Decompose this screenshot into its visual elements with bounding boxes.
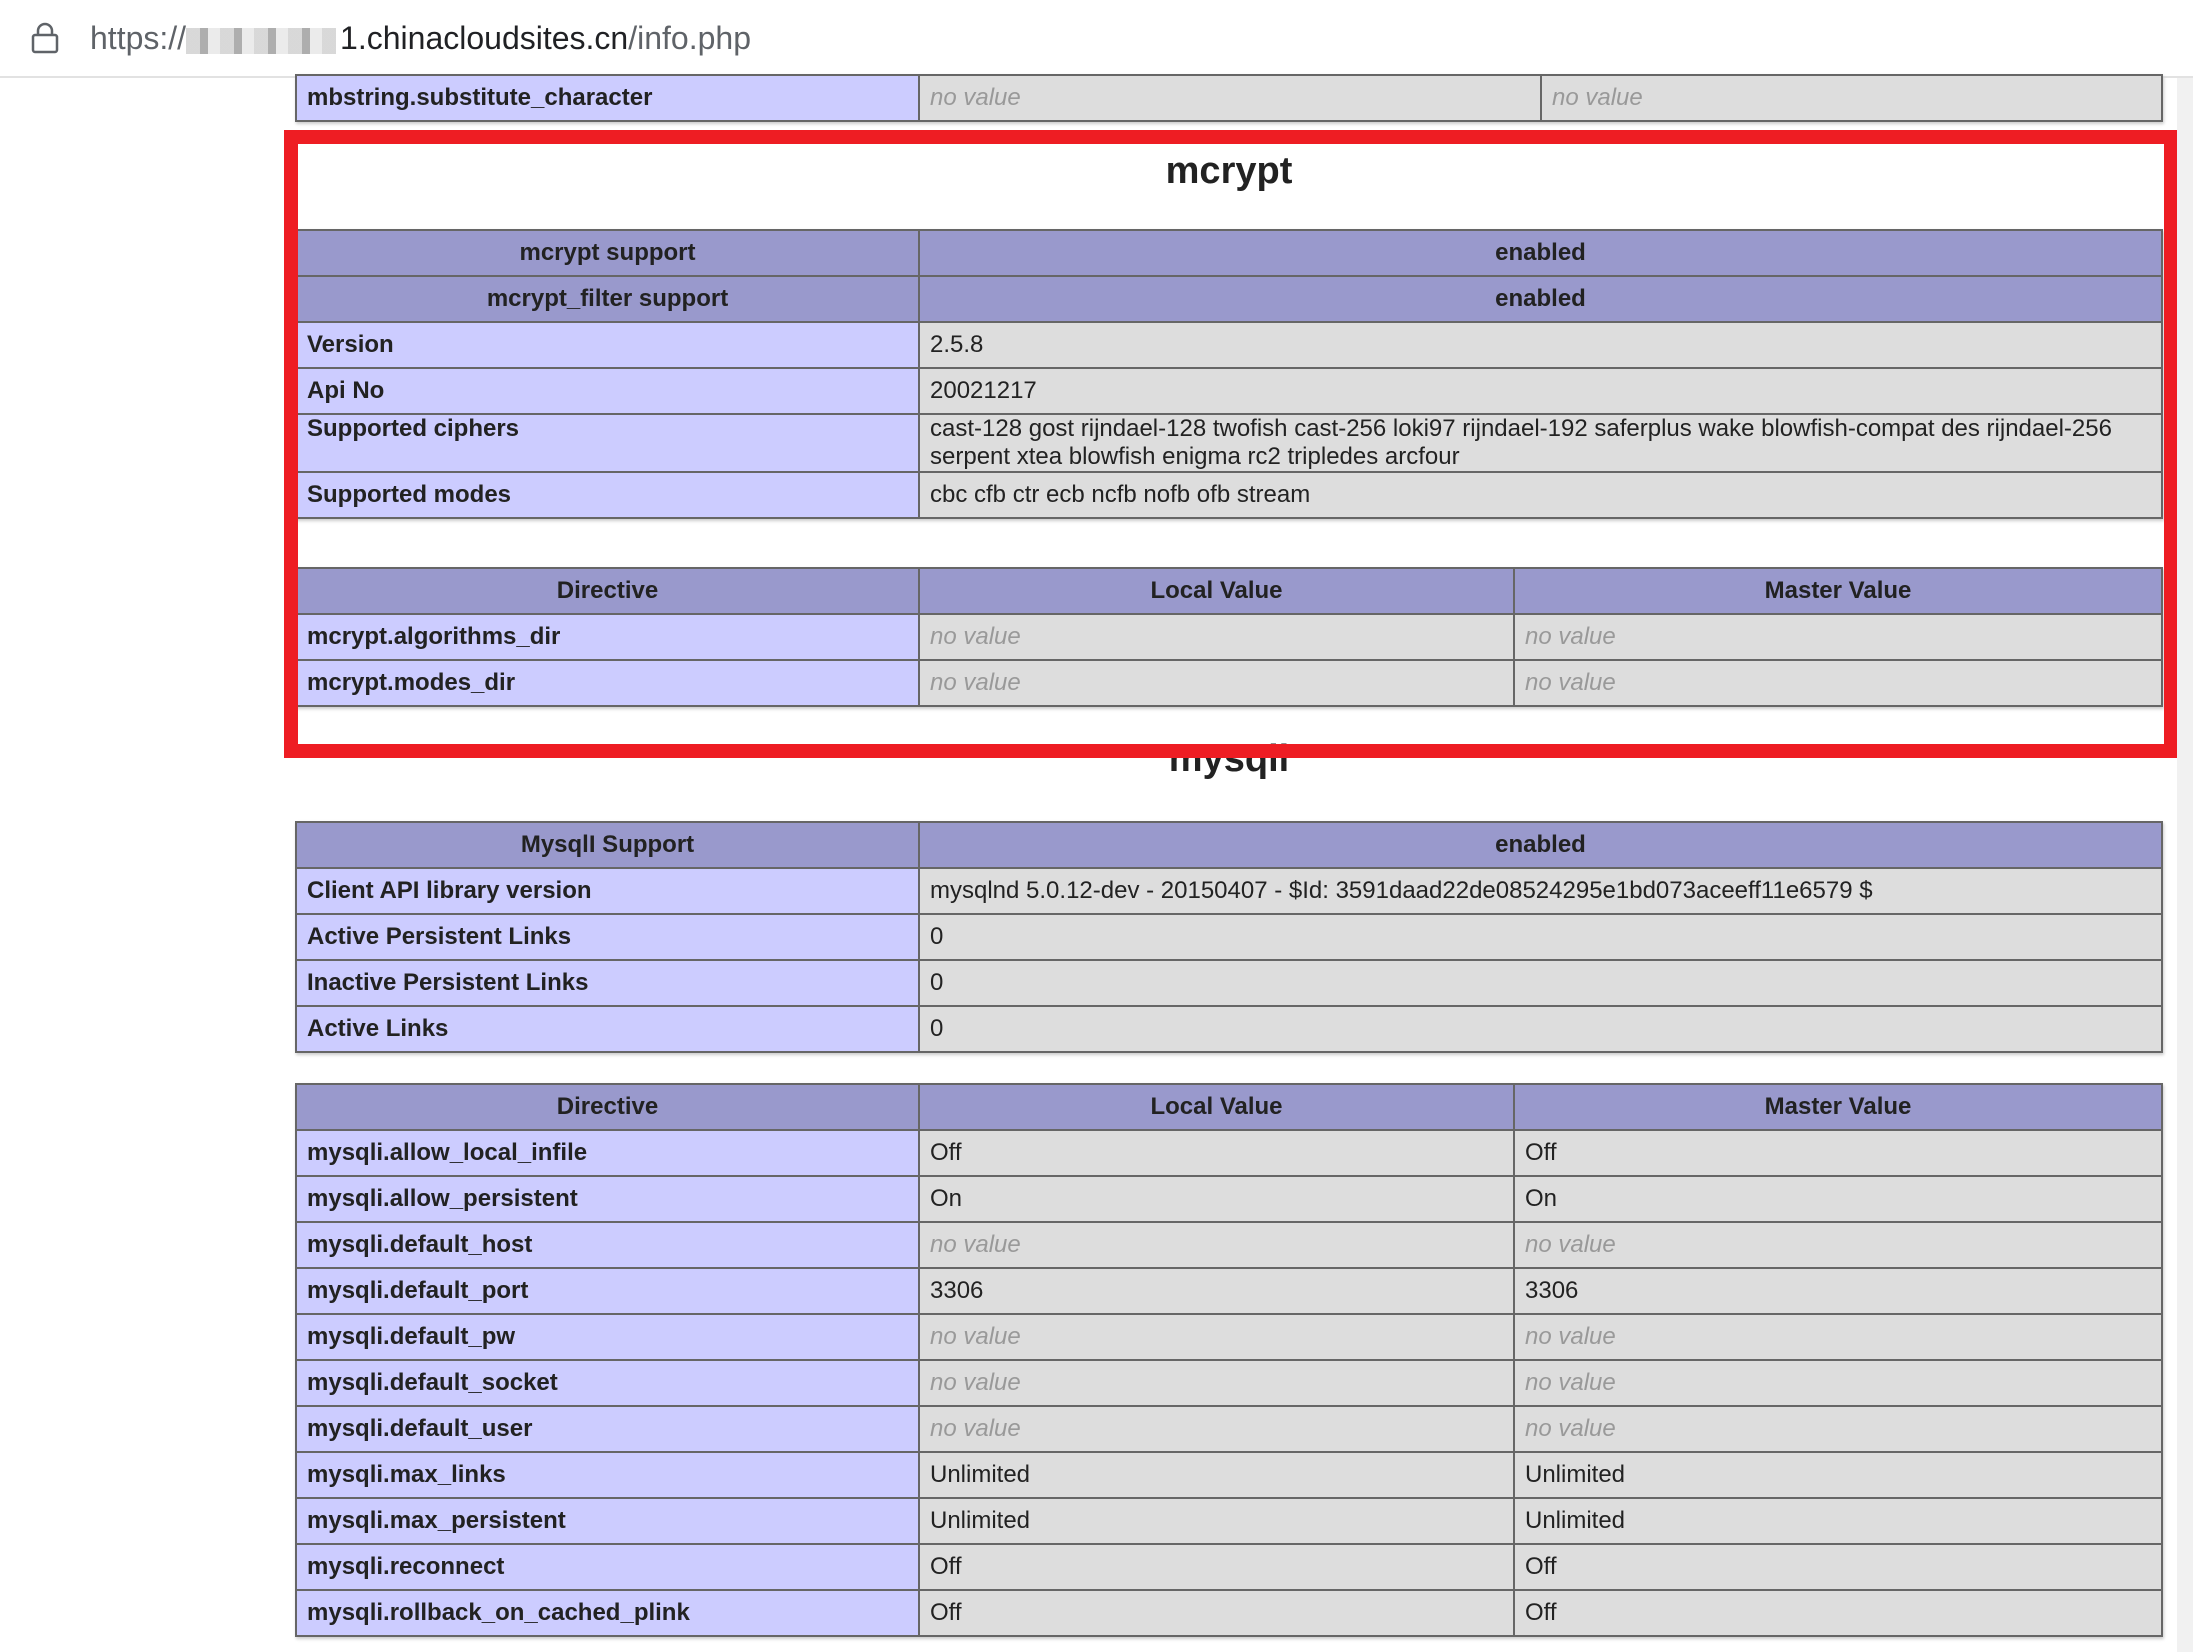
url-scheme: https:// — [90, 20, 187, 56]
master-value: On — [1514, 1176, 2162, 1222]
info-label: Client API library version — [296, 868, 919, 914]
table-row — [296, 1360, 2162, 1406]
info-label: Supported ciphers — [296, 414, 919, 472]
table-row — [296, 822, 2162, 868]
info-value: 0 — [919, 1006, 2162, 1052]
info-value: 0 — [919, 914, 2162, 960]
info-label: Active Persistent Links — [296, 914, 919, 960]
column-header-local-value: Local Value — [919, 1084, 1514, 1130]
url-redacted-segment — [186, 28, 336, 54]
info-label: MysqlI Support — [296, 822, 919, 868]
table-row — [296, 276, 2162, 322]
local-value: On — [919, 1176, 1514, 1222]
table-row — [296, 1006, 2162, 1052]
table-row — [296, 914, 2162, 960]
local-value: Off — [919, 1130, 1514, 1176]
master-value: no value — [1514, 1222, 2162, 1268]
directive-name: mysqli.reconnect — [296, 1544, 919, 1590]
local-value: Off — [919, 1544, 1514, 1590]
info-label: Version — [296, 322, 919, 368]
local-value: no value — [919, 75, 1541, 121]
directive-name: mcrypt.algorithms_dir — [296, 614, 919, 660]
info-value: 20021217 — [919, 368, 2162, 414]
info-label: Inactive Persistent Links — [296, 960, 919, 1006]
info-value: 2.5.8 — [919, 322, 2162, 368]
table-row — [296, 322, 2162, 368]
table-row — [296, 1222, 2162, 1268]
mcrypt-info-table — [295, 229, 2163, 519]
table-row — [296, 960, 2162, 1006]
master-value: Unlimited — [1514, 1498, 2162, 1544]
local-value: Unlimited — [919, 1452, 1514, 1498]
mysqli-directives-table — [295, 1083, 2163, 1637]
local-value: no value — [919, 1222, 1514, 1268]
info-value: 0 — [919, 960, 2162, 1006]
info-value: enabled — [919, 822, 2162, 868]
column-header-master-value: Master Value — [1514, 568, 2162, 614]
table-row — [296, 230, 2162, 276]
table-row — [296, 414, 2162, 472]
table-row — [296, 1498, 2162, 1544]
table-row — [296, 1314, 2162, 1360]
table-row — [296, 660, 2162, 706]
master-value: Unlimited — [1514, 1452, 2162, 1498]
url-host: 1.chinacloudsites.cn — [340, 20, 629, 56]
table-row — [296, 1176, 2162, 1222]
master-value: no value — [1514, 614, 2162, 660]
lock-icon[interactable] — [30, 22, 60, 54]
local-value: no value — [919, 660, 1514, 706]
info-label: Supported modes — [296, 472, 919, 518]
master-value: 3306 — [1514, 1268, 2162, 1314]
column-header-directive: Directive — [296, 568, 919, 614]
master-value: Off — [1514, 1544, 2162, 1590]
directive-name: mysqli.default_socket — [296, 1360, 919, 1406]
local-value: no value — [919, 1406, 1514, 1452]
table-row — [296, 1406, 2162, 1452]
info-label: Active Links — [296, 1006, 919, 1052]
master-value: no value — [1541, 75, 2162, 121]
directive-name: mysqli.default_host — [296, 1222, 919, 1268]
master-value: no value — [1514, 1406, 2162, 1452]
info-value: cbc cfb ctr ecb ncfb nofb ofb stream — [919, 472, 2162, 518]
table-row — [296, 1544, 2162, 1590]
directive-name: mysqli.default_pw — [296, 1314, 919, 1360]
mysqli-info-table — [295, 821, 2163, 1053]
directive-name: mysqli.default_user — [296, 1406, 919, 1452]
directive-name: mcrypt.modes_dir — [296, 660, 919, 706]
info-label: mcrypt_filter support — [296, 276, 919, 322]
directive-name: mysqli.default_port — [296, 1268, 919, 1314]
directive-name: mysqli.allow_persistent — [296, 1176, 919, 1222]
directive-name: mysqli.rollback_on_cached_plink — [296, 1590, 919, 1636]
directive-name: mbstring.substitute_character — [296, 75, 919, 121]
table-row — [296, 868, 2162, 914]
section-title-mysqli: mysqli — [1168, 738, 1290, 780]
table-row — [296, 1268, 2162, 1314]
table-row — [296, 472, 2162, 518]
local-value: no value — [919, 614, 1514, 660]
address-bar[interactable] — [0, 0, 2193, 78]
table-row — [296, 614, 2162, 660]
master-value: no value — [1514, 660, 2162, 706]
info-label: mcrypt support — [296, 230, 919, 276]
directive-name: mysqli.allow_local_infile — [296, 1130, 919, 1176]
master-value: Off — [1514, 1590, 2162, 1636]
master-value: no value — [1514, 1360, 2162, 1406]
local-value: 3306 — [919, 1268, 1514, 1314]
info-value: enabled — [919, 276, 2162, 322]
url-text[interactable] — [90, 16, 751, 60]
mcrypt-directives-table — [295, 567, 2163, 707]
table-header-row — [296, 1084, 2162, 1130]
table-row — [296, 1452, 2162, 1498]
table-row — [296, 368, 2162, 414]
column-header-local-value: Local Value — [919, 568, 1514, 614]
column-header-directive: Directive — [296, 1084, 919, 1130]
local-value: no value — [919, 1360, 1514, 1406]
table-row — [296, 1130, 2162, 1176]
master-value: no value — [1514, 1314, 2162, 1360]
table-row — [296, 75, 2162, 121]
directive-name: mysqli.max_persistent — [296, 1498, 919, 1544]
info-value: cast-128 gost rijndael-128 twofish cast-256 loki97 rijndael-192 saferplus wake blowfish-compat des rijndael-256 serpent xtea blowfish enigma rc2 tripledes arcfour — [919, 414, 2162, 472]
info-value: mysqlnd 5.0.12-dev - 20150407 - $Id: 3591daad22de08524295e1bd073aceeff11e6579 $ — [919, 868, 2162, 914]
section-title-mcrypt: mcrypt — [1165, 150, 1293, 192]
table-row — [296, 1590, 2162, 1636]
page-scrollbar[interactable] — [2177, 78, 2193, 1652]
column-header-master-value: Master Value — [1514, 1084, 2162, 1130]
local-value: Unlimited — [919, 1498, 1514, 1544]
local-value: no value — [919, 1314, 1514, 1360]
url-path: /info.php — [628, 20, 751, 56]
master-value: Off — [1514, 1130, 2162, 1176]
local-value: Off — [919, 1590, 1514, 1636]
mbstring-directives-table — [295, 74, 2163, 122]
info-label: Api No — [296, 368, 919, 414]
info-value: enabled — [919, 230, 2162, 276]
directive-name: mysqli.max_links — [296, 1452, 919, 1498]
table-header-row — [296, 568, 2162, 614]
